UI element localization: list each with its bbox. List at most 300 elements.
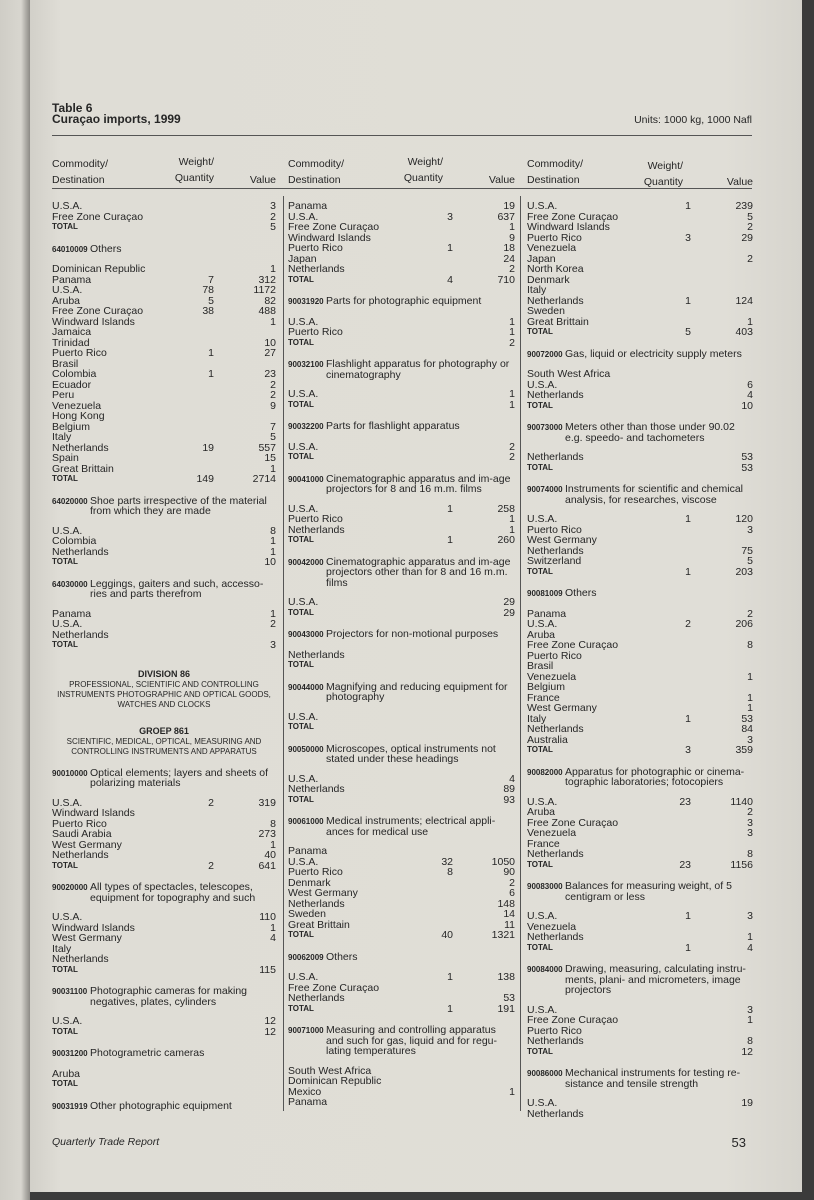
destination: Netherlands: [52, 441, 109, 454]
value: 1: [747, 691, 753, 704]
value: 4: [509, 772, 515, 785]
total-quantity: 23: [679, 858, 691, 871]
total-value: 1: [509, 398, 515, 411]
value: 18: [503, 242, 515, 254]
value: 2: [270, 618, 276, 630]
table-row: [527, 556, 753, 567]
destination: Venezuela: [527, 827, 577, 839]
table-row: [527, 724, 753, 735]
value: [214, 808, 276, 819]
total-label: TOTAL: [527, 942, 553, 952]
destination: Italy: [527, 284, 547, 296]
destination: U.S.A.: [527, 1097, 558, 1109]
header-commodity: Commodity/: [52, 158, 109, 170]
total-label: TOTAL: [288, 337, 314, 347]
weight-quantity: [174, 327, 214, 338]
division-heading: [52, 669, 276, 710]
value: 3: [747, 523, 753, 536]
weight-quantity: [174, 390, 214, 401]
table-label: Table 6: [52, 101, 93, 115]
total-value: 29: [503, 606, 515, 619]
destination: West Germany: [527, 534, 597, 546]
commodity-block: [527, 964, 753, 1057]
commodity-description: Parts for flashlight apparatus: [326, 420, 460, 432]
weight-quantity: [174, 819, 214, 830]
destination-rows: [52, 1016, 276, 1037]
value: 9: [509, 231, 515, 244]
commodity-block: [288, 474, 515, 546]
destination: U.S.A.: [288, 502, 319, 515]
weight-quantity: [174, 840, 214, 851]
value: 1: [509, 221, 515, 233]
table-row: [52, 285, 276, 296]
value: 1: [270, 535, 276, 547]
value: 1140: [730, 795, 753, 808]
destination: U.S.A.: [527, 618, 558, 630]
division-title: DIVISION 86: [137, 668, 191, 679]
weight-quantity: [651, 922, 691, 933]
destination: Colombia: [52, 368, 97, 380]
commodity-code: 90041000: [288, 474, 324, 484]
destination: Panama: [288, 845, 328, 857]
value: 2: [509, 263, 515, 275]
weight-quantity: [651, 275, 691, 286]
value: [691, 651, 753, 662]
destination-rows: [288, 389, 515, 410]
weight-quantity: [413, 1097, 453, 1108]
total-row: [52, 1027, 276, 1038]
weight-quantity: [651, 1036, 691, 1047]
weight-quantity: [651, 1026, 691, 1037]
weight-quantity: [413, 1087, 453, 1098]
destination-rows: [527, 452, 753, 473]
value: 1: [509, 326, 515, 338]
value: [453, 1097, 515, 1108]
destination: Puerto Rico: [288, 326, 343, 338]
destination: Panama: [288, 200, 328, 212]
table-row: [527, 1015, 753, 1026]
destination: Netherlands: [52, 849, 109, 861]
table-row: [52, 212, 276, 223]
commodity-code: 90031920: [288, 297, 324, 306]
total-row: [527, 463, 753, 474]
weight-quantity: [174, 829, 214, 840]
commodity-heading: [52, 244, 276, 256]
weight-quantity: [413, 327, 453, 338]
destination: Free Zone Curaçao: [527, 639, 619, 651]
total-value: 2: [509, 336, 515, 349]
table-row: [527, 222, 753, 233]
weight-quantity: [413, 983, 453, 994]
total-value: 12: [741, 1045, 753, 1058]
value: 82: [264, 294, 276, 307]
commodity-description: Medical instruments; electrical appli-ances for medical use: [326, 815, 496, 838]
commodity-code: 90042000: [288, 557, 324, 567]
table-row: [527, 609, 753, 620]
commodity-description: Optical elements; layers and sheets of polarizing materials: [90, 766, 269, 789]
weight-quantity: [651, 661, 691, 672]
destination: Windward Islands: [52, 315, 135, 328]
table-subtitle: Curaçao imports, 1999: [52, 112, 181, 126]
destination: Venezuela: [52, 399, 102, 412]
table-row: [527, 201, 753, 212]
destination: Puerto Rico: [288, 866, 343, 878]
destination: Panama: [288, 1096, 328, 1108]
weight-quantity: [413, 264, 453, 275]
value: 11: [504, 918, 515, 931]
weight-quantity: [174, 264, 214, 275]
table-row: [52, 348, 276, 359]
destination: U.S.A.: [527, 910, 558, 922]
destination: Aruba: [527, 806, 556, 818]
value: 1050: [491, 855, 515, 868]
weight-quantity: [174, 432, 214, 443]
destination: U.S.A.: [52, 618, 83, 630]
table-row: [52, 327, 276, 338]
commodity-description: Parts for photographic equipment: [326, 295, 482, 307]
weight-quantity: [651, 703, 691, 714]
commodity-block: [52, 579, 276, 651]
destination: Mexico: [288, 1085, 322, 1098]
destination-rows: [52, 264, 276, 485]
table-row: [527, 828, 753, 839]
destination: Italy: [527, 712, 547, 725]
table-row: [288, 846, 515, 857]
weight-quantity: 1: [208, 347, 214, 359]
commodity-block: [527, 422, 753, 473]
total-label: TOTAL: [527, 462, 553, 472]
destination: Free Zone Curaçao: [527, 816, 619, 829]
commodity-heading: [52, 496, 276, 517]
total-label: TOTAL: [52, 964, 78, 974]
table-column-3: [527, 201, 753, 1119]
value: 1: [747, 1014, 753, 1026]
value: 1: [270, 607, 276, 620]
weight-quantity: [174, 401, 214, 412]
header-weight: Weight/: [647, 160, 683, 172]
value: 1: [747, 670, 753, 683]
table-row: [52, 306, 276, 317]
total-row: [52, 965, 276, 976]
destination: Panama: [52, 607, 92, 620]
commodity-heading: [527, 1068, 753, 1089]
table-row: [288, 972, 515, 983]
weight-quantity: 1: [208, 368, 214, 380]
destination: Italy: [52, 431, 72, 443]
table-row: [52, 432, 276, 443]
previous-page-edge: [0, 0, 30, 1200]
destination: Puerto Rico: [527, 523, 582, 536]
commodity-heading: [52, 986, 276, 1007]
weight-quantity: 5: [208, 294, 214, 307]
commodity-code: 90071000: [288, 1026, 324, 1035]
commodity-block: [52, 1048, 276, 1090]
weight-quantity: 32: [441, 855, 453, 868]
commodity-code: 90083000: [527, 882, 563, 891]
commodity-description: All types of spectacles, telescopes, equipment for topography and such: [90, 881, 256, 904]
commodity-description: Leggings, gaiters and such, accesso-ries and parts therefrom: [90, 577, 264, 600]
weight-quantity: [651, 556, 691, 567]
value: 90: [503, 866, 515, 878]
destination: Great Brittain: [527, 315, 589, 328]
value: 1: [509, 388, 515, 400]
weight-quantity: [174, 630, 214, 641]
value: [453, 1076, 515, 1087]
value: 1: [747, 931, 753, 943]
value: 2: [747, 252, 753, 265]
commodity-heading: [288, 682, 515, 703]
destination: U.S.A.: [52, 284, 83, 296]
weight-quantity: 38: [202, 305, 214, 317]
destination: Netherlands: [527, 723, 584, 735]
value: [453, 846, 515, 857]
total-quantity: 1: [447, 534, 453, 546]
division-title: GROEP 861: [139, 725, 189, 736]
total-row: [527, 745, 753, 756]
total-quantity: 1: [685, 941, 691, 954]
destination-rows: [288, 774, 515, 806]
weight-quantity: [413, 514, 453, 525]
total-row: [288, 1004, 515, 1015]
value: 89: [503, 783, 515, 795]
total-row: [52, 222, 276, 233]
weight-quantity: 1: [685, 294, 691, 307]
destination: U.S.A.: [527, 1003, 558, 1016]
weight-quantity: [651, 452, 691, 463]
commodity-heading: [527, 881, 753, 902]
total-quantity: 40: [441, 929, 453, 941]
value: 19: [503, 200, 515, 212]
table-row: [527, 651, 753, 662]
weight-quantity: [651, 222, 691, 233]
weight-quantity: [174, 422, 214, 433]
weight-quantity: [651, 932, 691, 943]
commodity-description: Cinematographic apparatus and im-age projectors other than for 8 and 16 m.m. films: [326, 555, 511, 589]
commodity-code: 90044000: [288, 682, 324, 692]
total-row: [288, 338, 515, 349]
commodity-description: Cinematographic apparatus and im-age projectors for 8 and 16 m.m. films: [326, 472, 511, 495]
table-row: [527, 640, 753, 651]
header-value: Value: [488, 174, 515, 186]
table-row: [52, 453, 276, 464]
total-quantity: [174, 640, 214, 651]
destination: Saudi Arabia: [52, 828, 112, 840]
weight-quantity: [174, 547, 214, 558]
destination: Netherlands: [52, 545, 109, 558]
weight-quantity: [174, 317, 214, 328]
division-description: SCIENTIFIC, MEDICAL, OPTICAL, MEASURING AND CONTROLLING INSTRUMENTS AND APPARATUS: [66, 736, 262, 756]
weight-quantity: [413, 389, 453, 400]
weight-quantity: [651, 306, 691, 317]
commodity-code: 90043000: [288, 630, 324, 639]
weight-quantity: [174, 609, 214, 620]
table-row: [288, 909, 515, 920]
weight-quantity: 19: [202, 441, 214, 454]
header-commodity: Commodity/: [527, 158, 584, 170]
weight-quantity: [651, 1109, 691, 1120]
destination: U.S.A.: [527, 795, 558, 808]
total-quantity: [651, 463, 691, 474]
total-label: TOTAL: [288, 794, 314, 804]
value: [691, 1026, 753, 1037]
commodity-description: Microscopes, optical instruments not stated under these headings: [326, 742, 496, 765]
value: 84: [741, 723, 753, 735]
total-quantity: [413, 452, 453, 463]
value: 1: [509, 513, 515, 525]
commodity-code: 90031919: [52, 1101, 88, 1111]
total-value: 1321: [491, 929, 515, 941]
destination-rows: [52, 798, 276, 872]
destination: Jamaica: [52, 326, 92, 338]
total-quantity: 5: [685, 326, 691, 338]
destination: U.S.A.: [288, 388, 319, 400]
total-label: TOTAL: [52, 557, 78, 566]
commodity-heading: [52, 768, 276, 789]
header-quantity: Quantity: [403, 172, 443, 184]
value: 5: [270, 431, 276, 443]
destination: U.S.A.: [288, 440, 319, 453]
value: 637: [497, 210, 515, 223]
total-quantity: [413, 660, 453, 671]
value: 14: [503, 908, 515, 920]
commodity-block: [527, 484, 753, 577]
table-row: [527, 703, 753, 714]
total-value: 641: [258, 859, 276, 872]
commodity-description: Balances for measuring weight, of 5 centigram or less: [565, 880, 732, 903]
destination: Netherlands: [52, 628, 109, 641]
destination: West Germany: [527, 702, 597, 714]
total-quantity: 3: [685, 744, 691, 756]
total-label: TOTAL: [52, 1026, 78, 1036]
value: 148: [497, 897, 515, 910]
value: 110: [259, 911, 276, 923]
weight-quantity: [174, 526, 214, 537]
table-row: [52, 390, 276, 401]
destination: Ecuador: [52, 378, 92, 391]
value: [214, 954, 276, 965]
total-quantity: [413, 722, 453, 733]
destination: U.S.A.: [52, 200, 83, 212]
table-row: [52, 630, 276, 641]
value: 8: [270, 817, 276, 830]
commodity-heading: [527, 484, 753, 505]
destination: Windward Islands: [52, 807, 135, 819]
commodity-code: 90061000: [288, 817, 324, 826]
value: 6: [747, 378, 753, 391]
commodity-heading: [527, 588, 753, 600]
value: 23: [264, 368, 276, 380]
commodity-heading: [288, 744, 515, 765]
weight-quantity: [651, 672, 691, 683]
total-label: TOTAL: [288, 399, 314, 409]
total-value: 203: [735, 565, 753, 578]
total-quantity: [413, 795, 453, 806]
commodity-block: [288, 1025, 515, 1108]
value: [691, 839, 753, 850]
division-heading: [52, 726, 276, 757]
total-quantity: 4: [447, 273, 453, 286]
total-value: 3: [270, 639, 276, 651]
table-row: [288, 867, 515, 878]
total-quantity: 149: [196, 473, 214, 485]
commodity-description: Gas, liquid or electricity supply meters: [565, 347, 742, 360]
commodity-code: 90074000: [527, 485, 563, 494]
weight-quantity: [413, 201, 453, 212]
value: 53: [503, 992, 515, 1004]
destination: Netherlands: [288, 897, 345, 910]
value: 273: [258, 828, 276, 840]
table-row: [288, 264, 515, 275]
destination: Venezuela: [527, 920, 577, 933]
total-value: 53: [741, 461, 753, 474]
value: 488: [258, 305, 276, 317]
total-quantity: [174, 1079, 214, 1090]
value: [453, 1066, 515, 1077]
total-value: [214, 1079, 276, 1090]
header-destination: Destination: [288, 174, 341, 186]
total-label: TOTAL: [288, 274, 314, 284]
destination-rows: [527, 609, 753, 756]
destination-rows: [527, 1098, 753, 1119]
total-label: TOTAL: [527, 745, 553, 754]
destination-rows: [52, 1069, 276, 1090]
commodity-heading: [527, 422, 753, 443]
destination-rows: [527, 369, 753, 411]
value: 19: [741, 1097, 753, 1109]
header-rule: [52, 188, 752, 189]
destination: Netherlands: [527, 1035, 584, 1047]
value: 239: [735, 200, 753, 212]
commodity-description: Photographic cameras for making negatives, plates, cylinders: [90, 985, 247, 1008]
weight-quantity: [413, 878, 453, 889]
weight-quantity: [174, 954, 214, 965]
destination-rows: [52, 609, 276, 651]
destination: Free Zone Curaçao: [52, 210, 144, 223]
destination: Puerto Rico: [527, 231, 582, 244]
commodity-heading: [288, 1025, 515, 1057]
destination-rows: [527, 514, 753, 577]
total-quantity: [651, 401, 691, 412]
value: 75: [741, 544, 753, 557]
commodity-block: [288, 421, 515, 463]
commodity-block: [52, 768, 276, 872]
destination: West Germany: [52, 838, 122, 851]
table-row: [527, 1098, 753, 1109]
destination: Netherlands: [527, 848, 584, 860]
total-value: 191: [497, 1002, 515, 1015]
total-value: 710: [497, 273, 515, 286]
value: [691, 306, 753, 317]
destination: U.S.A.: [288, 710, 319, 723]
commodity-heading: [288, 296, 515, 308]
weight-quantity: [413, 597, 453, 608]
weight-quantity: [174, 1069, 214, 1080]
destination: U.S.A.: [288, 855, 319, 868]
destination: Japan: [288, 252, 317, 265]
total-row: [288, 795, 515, 806]
destination: Netherlands: [527, 1107, 584, 1120]
commodity-block: [527, 588, 753, 756]
header-quantity: Quantity: [643, 176, 683, 188]
header-weight: Weight/: [407, 156, 443, 168]
commodity-block: [288, 201, 515, 285]
table-row: [527, 243, 753, 254]
destination: Aruba: [52, 1067, 81, 1080]
commodity-description: Projectors for non-motional purposes: [326, 628, 499, 640]
table-row: [52, 850, 276, 861]
weight-quantity: [174, 380, 214, 391]
table-row: [527, 807, 753, 818]
